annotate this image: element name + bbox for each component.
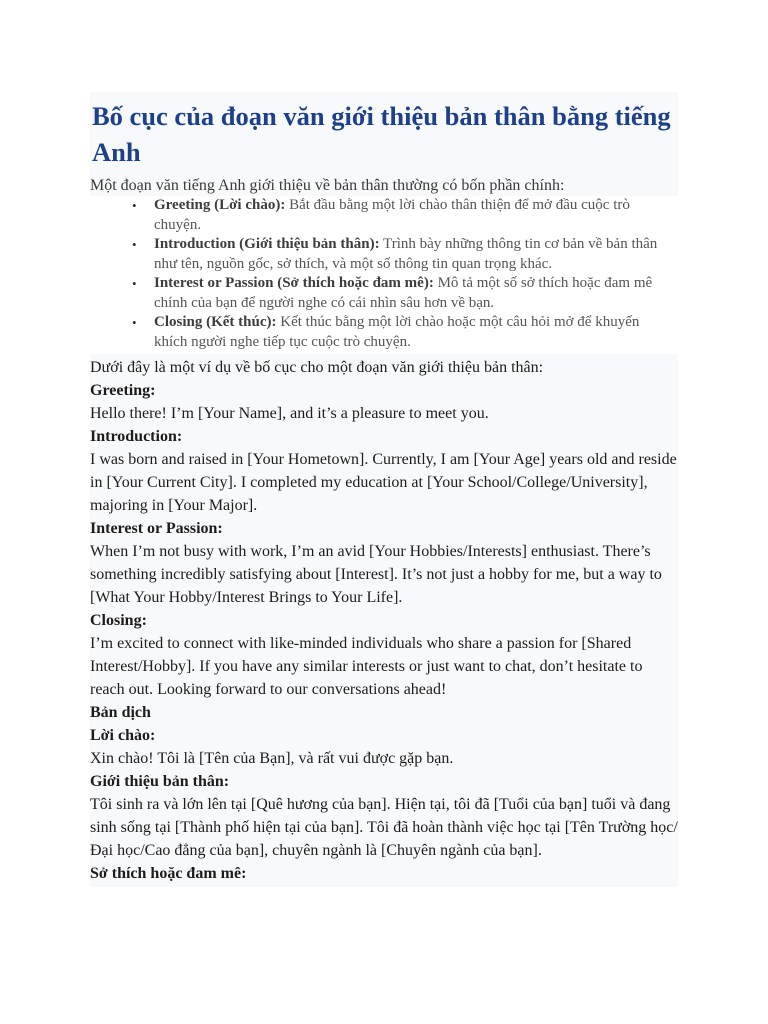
intro-text: Một đoạn văn tiếng Anh giới thiệu về bản thân thường có bốn phần chính: — [90, 176, 678, 196]
vi-interest-heading: Sở thích hoặc đam mê: — [90, 865, 247, 882]
list-item-term: Greeting (Lời chào): — [154, 197, 286, 213]
list-item-desc: Trình bày những thông tin cơ bản về bản thân như tên, nguồn gốc, sở thích, và một số thông tin quan trọng khác. — [154, 236, 658, 272]
list-item — [132, 235, 678, 274]
vi-greeting-text: Xin chào! Tôi là [Tên của Bạn], và rất vui được gặp bạn. — [90, 750, 454, 767]
greeting-heading: Greeting: — [90, 382, 156, 399]
summary-list — [90, 196, 678, 352]
list-item-term: Closing (Kết thúc): — [154, 314, 277, 330]
bullet-icon: • — [132, 315, 137, 330]
bullet-icon: • — [132, 198, 137, 213]
interest-text: When I’m not busy with work, I’m an avid [Your Hobbies/Interests] enthusiast. There’s something incredibly satisfying about [Interest]. It’s not just a hobby for me, but a way to [What Your Hobby/Interest Brings to Your Life]. — [90, 543, 662, 606]
example-block — [90, 354, 678, 887]
document-page — [90, 92, 678, 887]
bullet-icon: • — [132, 276, 137, 291]
closing-text: I’m excited to connect with like-minded individuals who share a passion for [Shared Interest/Hobby]. If you have any similar interests or just want to chat, don’t hesitate to reach out. Looking forward to our conversations ahead! — [90, 635, 643, 698]
vi-greeting-heading: Lời chào: — [90, 727, 156, 744]
list-item-term: Interest or Passion (Sở thích hoặc đam mê): — [154, 275, 434, 291]
list-item-desc: Bắt đầu bằng một lời chào thân thiện để mở đầu cuộc trò chuyện. — [154, 197, 630, 233]
list-item — [132, 196, 678, 235]
example-intro: Dưới đây là một ví dụ về bố cục cho một đoạn văn giới thiệu bản thân: — [90, 359, 544, 376]
list-item-desc: Mô tả một số sở thích hoặc đam mê chính của bạn để người nghe có cái nhìn sâu hơn về bạn. — [154, 275, 653, 311]
bullet-icon: • — [132, 237, 137, 252]
introduction-heading: Introduction: — [90, 428, 183, 445]
title-block — [90, 92, 678, 176]
list-item-term: Introduction (Giới thiệu bản thân): — [154, 236, 380, 252]
interest-heading: Interest or Passion: — [90, 520, 223, 537]
vi-intro-heading: Giới thiệu bản thân: — [90, 773, 230, 790]
list-item — [132, 274, 678, 313]
translation-heading: Bản dịch — [90, 704, 151, 721]
closing-heading: Closing: — [90, 612, 147, 629]
page-title: Bố cục của đoạn văn giới thiệu bản thân bằng tiếng Anh — [92, 101, 671, 167]
list-item — [132, 313, 678, 352]
introduction-text: I was born and raised in [Your Hometown]. Currently, I am [Your Age] years old and reside in [Your Current City]. I completed my education at [Your School/College/University], majoring in [Your Major]. — [90, 451, 677, 514]
greeting-text: Hello there! I’m [Your Name], and it’s a pleasure to meet you. — [90, 405, 489, 422]
vi-intro-text: Tôi sinh ra và lớn lên tại [Quê hương của bạn]. Hiện tại, tôi đã [Tuổi của bạn] tuổi và đang sinh sống tại [Thành phố hiện tại của bạn]. Tôi đã hoàn thành việc học tại [Tên Trường học/Đại học/Cao đẳng của bạn], chuyên ngành là [Chuyên ngành của bạn]. — [90, 796, 678, 859]
list-item-desc: Kết thúc bằng một lời chào hoặc một câu hỏi mở để khuyến khích người nghe tiếp tục cuộc trò chuyện. — [154, 314, 640, 350]
